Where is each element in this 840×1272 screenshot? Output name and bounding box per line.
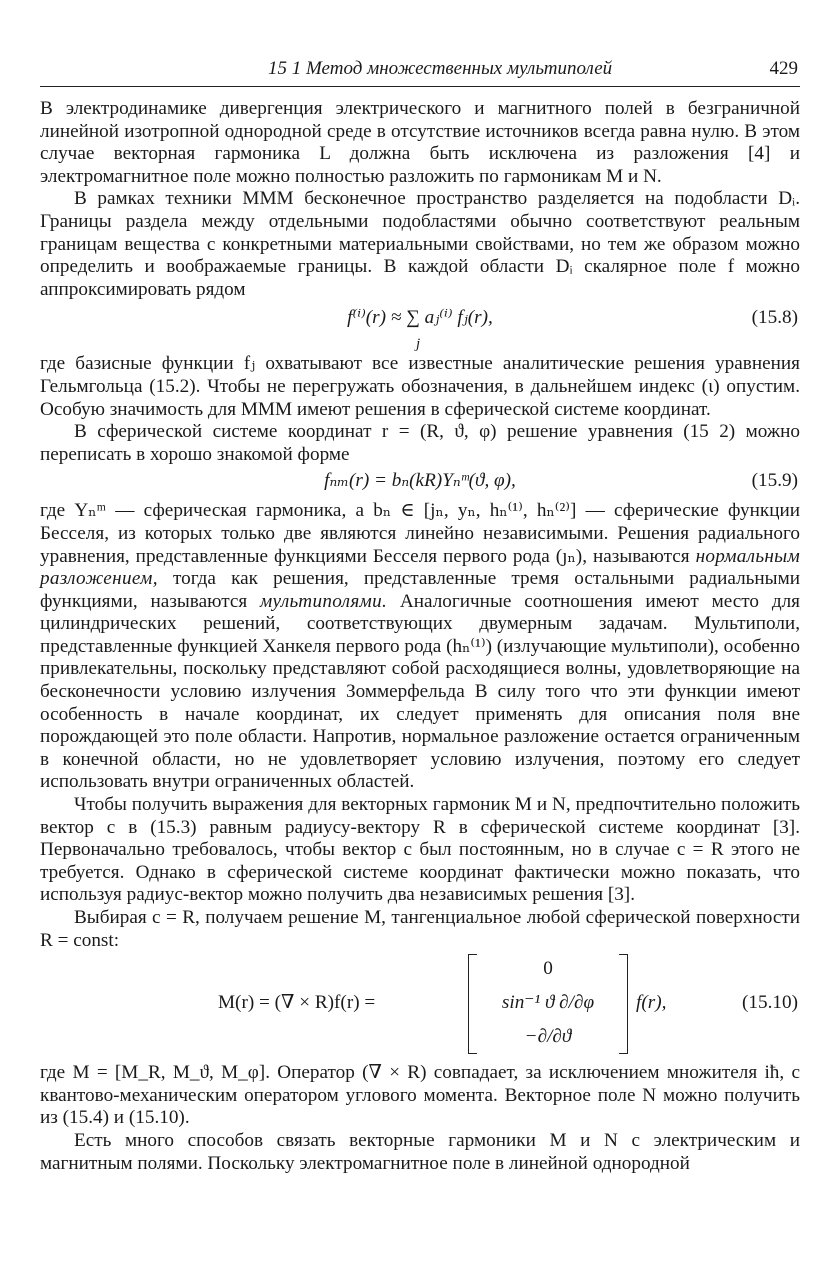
paragraph-3: где базисные функции fⱼ охватывают все известные аналитические решения уравнения Гельмгольца (15.2). Чтобы не перегружать обозначения, в дальнейшем индекс (ι) опустим. Особую значимость для MMM имеют решения в сферической системе координат.: [40, 353, 800, 420]
paragraph-6: Чтобы получить выражения для векторных гармоник M и N, предпочтительно положить вектор c в (15.3) равным радиусу-вектору R в сферической системе координат [3]. Первоначально требовалось, чтобы вектор c был постоянным, но в случае c = R этого не требуется. Однако в сферической системе координат фактически можно показать, что используя радиус-вектор можно получить два независимых решения [3].: [40, 794, 800, 906]
equation-15-8-number: (15.8): [751, 307, 798, 329]
term-multipoles: мультиполями.: [260, 590, 388, 612]
equation-15-10-number: (15.10): [742, 992, 798, 1014]
paragraph-4: В сферической системе координат r = (R, ϑ, φ) решение уравнения (15 2) можно переписать в хорошо знакомой форме: [40, 421, 800, 465]
paragraph-7: Выбирая c = R, получаем решение M, тангенциальное любой сферической поверхности R = const:: [40, 907, 800, 951]
paragraph-5: [40, 500, 800, 794]
equation-15-9: [40, 466, 800, 500]
equation-15-8-body: f⁽ⁱ⁾(r) ≈ ∑ aⱼ⁽ⁱ⁾ fⱼ(r),: [347, 307, 493, 329]
equation-15-9-number: (15.9): [751, 470, 798, 492]
paragraph-5-start: где Yₙᵐ — сферическая гармоника, а bₙ ∈ [jₙ, yₙ, hₙ⁽¹⁾, hₙ⁽²⁾] — сферические функции Бесселя, из которых только две являются линейно независимыми. Решения радиального уравнения, представленные функциями Бесселя первого рода (ȷₙ), называются: [40, 500, 800, 567]
equation-15-8: [40, 301, 800, 353]
equation-15-10-lhs: M(r) = (∇ × R)f(r) =: [218, 992, 376, 1014]
paragraph-5-end: Аналогичные соотношения имеют место для цилиндрических решений, соответствующих двумерным задачам. Мультиполи, представленные функцией Ханкеля первого рода (hₙ⁽¹⁾) (излучающие мультиполи), особенно привлекательны, поскольку представляют собой расходящиеся волны, удовлетворяющие на бесконечности условию излучения Зоммерфельда В силу того что эти функции имеют особенность в начале координат, их следует применять для описания поля вне порождающей это поле области. Напротив, нормальное разложение остается ограниченным в конечной области, но не удовлетворяет условию излучения, поэтому его следует использовать внутри ограниченных областей.: [40, 590, 800, 793]
equation-15-10-rhs: f(r),: [636, 992, 667, 1014]
equation-15-8-sum-index: j: [416, 336, 421, 353]
matrix-row-2: sin⁻¹ ϑ ∂/∂φ: [501, 992, 595, 1014]
matrix-row-1: 0: [543, 958, 553, 980]
running-header: [40, 58, 800, 87]
running-title: 15 1 Метод множественных мультиполей: [268, 58, 613, 79]
paragraph-8: где M = [M_R, M_ϑ, M_φ]. Оператор (∇ × R) совпадает, за исключением множителя iħ, с квантово-механическим оператором углового момента. Векторное поле N можно получить из (15.4) и (15.10).: [40, 1062, 800, 1129]
term-normal-expansion: нормальным разложением,: [40, 545, 801, 590]
equation-15-10: [40, 952, 800, 1062]
paragraph-1: В электродинамике дивергенция электрического и магнитного полей в безграничной линейной изотропной однородной среде в отсутствие источников всегда равна нулю. В этом случае векторная гармоника L должна быть исключена из разложения [4] и электромагнитное поле можно полностью разложить по гармоникам M и N.: [40, 98, 800, 187]
paragraph-9: Есть много способов связать векторные гармоники M и N с электрическим и магнитным полями. Поскольку электромагнитное поле в линейной однородной: [40, 1129, 800, 1174]
page-body: [40, 98, 800, 1175]
equation-15-9-body: fₙₘ(r) = bₙ(kR)Yₙᵐ(ϑ, φ),: [324, 470, 516, 492]
matrix-row-3: −∂/∂ϑ: [524, 1026, 572, 1048]
paragraph-2: В рамках техники ММM бесконечное пространство разделяется на подобласти Dᵢ. Границы раздела между отдельными подобластями обычно соответствуют реальным границам вещества с конкретными материальными свойствами, но тем же образом можно определить и воображаемые границы. В каждой области Dᵢ скалярное поле f можно аппроксимировать рядом: [40, 188, 800, 300]
page-number: 429: [769, 58, 798, 79]
equation-15-10-matrix: [468, 954, 628, 1054]
paragraph-5-middle: тогда как решения, представленные тремя остальными радиальными функциями, называются: [40, 568, 800, 612]
